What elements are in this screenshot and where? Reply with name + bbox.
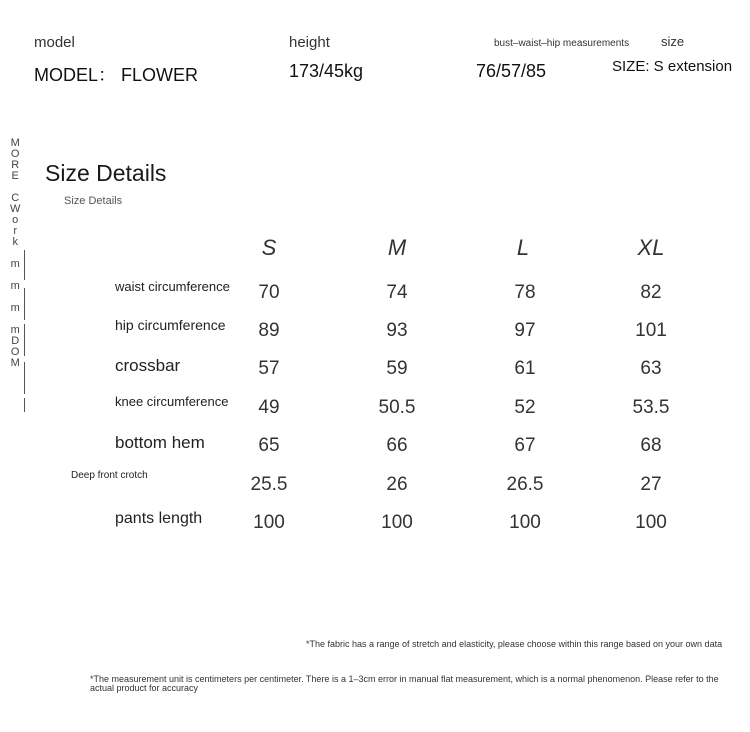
- side-divider: [24, 398, 25, 412]
- table-cell: 100: [381, 512, 413, 533]
- size-value: SIZE: S extension: [612, 58, 733, 75]
- table-cell: 70: [258, 282, 280, 303]
- side-letter: R: [11, 159, 20, 171]
- row-label-knee: knee circumference: [115, 394, 229, 409]
- table-cell: 67: [514, 435, 536, 456]
- model-label: model: [34, 34, 75, 51]
- side-divider: [24, 324, 25, 356]
- size-header-s: S: [261, 235, 277, 260]
- side-letter: m: [10, 258, 20, 270]
- table-cell: 50.5: [378, 397, 416, 418]
- table-cell: 59: [386, 358, 408, 379]
- model-value: MODEL： FLOWER: [34, 65, 199, 85]
- side-letter: C: [11, 192, 20, 204]
- table-cell: 100: [635, 512, 667, 533]
- side-letter: M: [10, 357, 20, 369]
- row-label-front-crotch: Deep front crotch: [71, 470, 148, 481]
- table-cell: 27: [640, 474, 662, 495]
- side-letter: r: [13, 225, 18, 237]
- table-cell: 61: [514, 358, 536, 379]
- side-letter: m: [10, 280, 20, 292]
- table-cell: 52: [514, 397, 536, 418]
- side-letter: D: [11, 335, 20, 347]
- side-divider: [24, 250, 25, 280]
- side-vertical-text: [10, 138, 20, 369]
- page-title: Size Details: [45, 160, 167, 186]
- size-header-m: M: [387, 235, 407, 260]
- height-label: height: [289, 34, 330, 51]
- side-letter: o: [12, 214, 19, 226]
- table-cell: 63: [640, 358, 662, 379]
- table-cell: 100: [253, 512, 285, 533]
- table-cell: 97: [514, 320, 536, 341]
- table-cell: 78: [514, 282, 536, 303]
- row-label-crossbar: crossbar: [115, 356, 181, 375]
- table-cell: 49: [258, 397, 280, 418]
- size-header-l: L: [516, 235, 530, 260]
- page-subtitle: Size Details: [64, 195, 123, 207]
- table-cell: 82: [640, 282, 662, 303]
- side-letter: E: [11, 170, 19, 182]
- side-letter: O: [10, 346, 20, 358]
- side-divider: [24, 362, 25, 394]
- fabric-note: *The fabric has a range of stretch and elasticity, please choose within this range based on your own data: [306, 639, 723, 649]
- size-label: size: [661, 34, 685, 49]
- table-cell: 68: [640, 435, 662, 456]
- table-cell: 65: [258, 435, 280, 456]
- table-cell: 26.5: [506, 474, 544, 495]
- row-label-hip: hip circumference: [115, 317, 226, 333]
- table-cell: 74: [386, 282, 408, 303]
- table-cell: 100: [509, 512, 541, 533]
- table-cell: 26: [386, 474, 408, 495]
- table-cell: 25.5: [250, 474, 288, 495]
- table-cell: 93: [386, 320, 408, 341]
- measurement-note: *The measurement unit is centimeters per centimeter. There is a 1–3cm error in manual flat measurement, which is a normal phenomenon. Please refer to the actual product for accuracy: [90, 674, 719, 693]
- side-letter: m: [10, 302, 20, 314]
- table-cell: 89: [258, 320, 280, 341]
- side-letter: O: [10, 148, 20, 160]
- table-cell: 57: [258, 358, 280, 379]
- row-label-bottom-hem: bottom hem: [115, 433, 205, 452]
- measurements-label: bust–waist–hip measurements: [494, 38, 630, 49]
- side-letter: W: [10, 203, 21, 215]
- side-letter: k: [12, 236, 18, 248]
- side-letter: M: [10, 137, 20, 149]
- table-cell: 53.5: [632, 397, 670, 418]
- side-letter: m: [10, 324, 20, 336]
- table-cell: 66: [386, 435, 408, 456]
- table-cell: 101: [635, 320, 667, 341]
- side-divider: [24, 288, 25, 320]
- size-header-xl: XL: [637, 235, 665, 260]
- row-label-pants-length: pants length: [115, 510, 203, 527]
- measurements-value: 76/57/85: [476, 61, 547, 81]
- row-label-waist: waist circumference: [115, 279, 230, 294]
- height-value: 173/45kg: [289, 61, 364, 81]
